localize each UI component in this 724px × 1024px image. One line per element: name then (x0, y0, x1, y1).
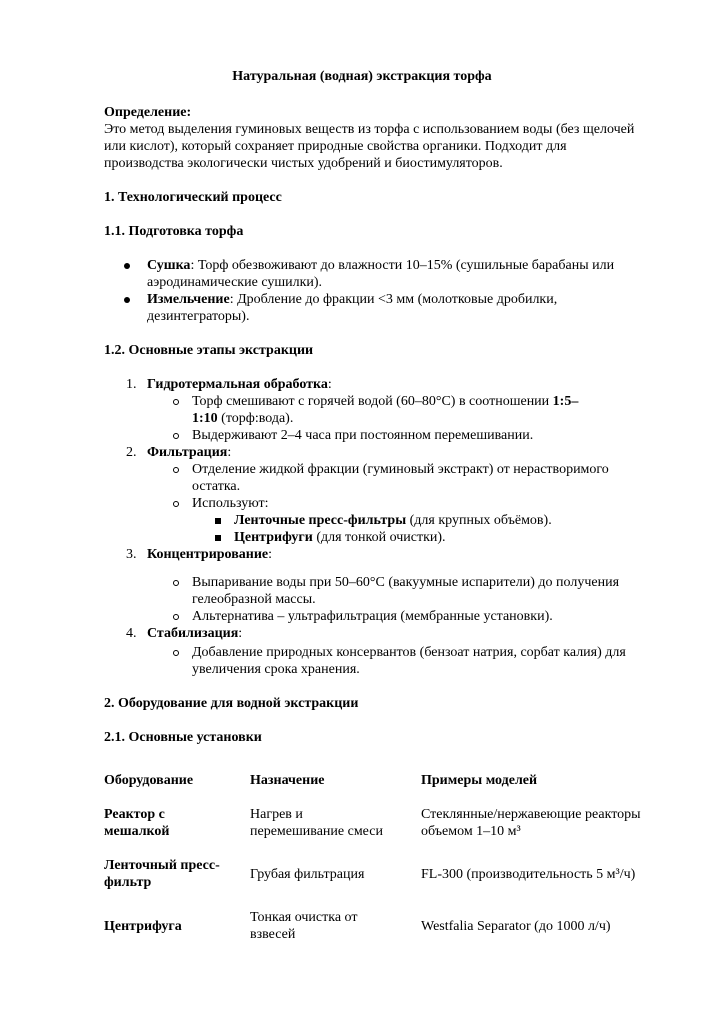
item-bold: Ленточные пресс-фильтры (234, 513, 407, 528)
section-heading: 1. Технологический процесс (104, 190, 282, 205)
definition-line: или кислот), который сохраняет природные свойства органики. Подходит для (104, 139, 567, 154)
item-bold: Центрифуги (234, 530, 313, 545)
list-item-continuation: гелеобразной массы. (192, 592, 316, 607)
item-text: Торф смешивают с горячей водой (60–80°C) в соотношении (192, 394, 553, 409)
step-label (147, 376, 332, 393)
step-number: 2. (126, 445, 137, 460)
definition-line: производства экологически чистых удобрений и биостимуляторов. (104, 156, 503, 171)
list-item: Добавление природных консервантов (бензоат натрия, сорбат калия) для (192, 645, 626, 660)
list-item (147, 291, 557, 308)
subsection-heading: 2.1. Основные установки (104, 730, 262, 745)
step-label-text: Концентрирование (147, 547, 269, 562)
table-header: Примеры моделей (421, 773, 538, 788)
item-bold: 1:5– (552, 394, 579, 409)
item-text: (для крупных объёмов). (406, 513, 552, 528)
list-item (192, 393, 578, 410)
list-item-continuation: аэродинамические сушилки). (147, 275, 323, 290)
definition-line: Это метод выделения гуминовых веществ из торфа с использованием воды (без щелочей (104, 122, 635, 137)
subsection-heading: 1.1. Подготовка торфа (104, 224, 244, 239)
list-item: Альтернатива – ультрафильтрация (мембранные установки). (192, 609, 553, 624)
table-header: Назначение (250, 773, 325, 788)
list-item-continuation: остатка. (192, 479, 241, 494)
table-cell: Реактор с (104, 807, 165, 822)
list-item: Используют: (192, 496, 269, 511)
table-cell: Тонкая очистка от (250, 910, 358, 925)
step-number: 1. (126, 377, 137, 392)
table-cell: Центрифуга (104, 919, 182, 934)
list-item-continuation: увеличения срока хранения. (192, 662, 360, 677)
step-label (147, 546, 272, 563)
list-item: Выпаривание воды при 50–60°C (вакуумные испарители) до получения (192, 575, 620, 590)
step-label-text: Гидротермальная обработка (147, 377, 328, 392)
bullet-icon (124, 297, 130, 303)
bullet-icon (124, 263, 130, 269)
table-cell: перемешивание смеси (250, 824, 383, 839)
step-label-text: Стабилизация (147, 626, 239, 641)
circle-bullet-icon (173, 614, 179, 620)
list-item (147, 257, 614, 274)
item-bold: 1:10 (192, 411, 218, 426)
square-bullet-icon (215, 518, 221, 524)
table-cell: Westfalia Separator (до 1000 л/ч) (421, 919, 611, 934)
table-cell: Стеклянные/нержавеющие реакторы (421, 807, 641, 822)
table-cell: мешалкой (104, 824, 170, 839)
step-colon: : (227, 445, 232, 460)
circle-bullet-icon (173, 399, 179, 405)
circle-bullet-icon (173, 580, 179, 586)
table-cell: Грубая фильтрация (250, 867, 365, 882)
item-term: Измельчение (147, 292, 230, 307)
page-title: Натуральная (водная) экстракция торфа (232, 69, 492, 84)
item-term: Сушка (147, 258, 191, 273)
step-colon: : (327, 377, 332, 392)
step-colon: : (268, 547, 273, 562)
circle-bullet-icon (173, 650, 179, 656)
circle-bullet-icon (173, 433, 179, 439)
step-number: 4. (126, 626, 137, 641)
list-item-continuation (192, 410, 293, 427)
list-item: Выдерживают 2–4 часа при постоянном перемешивании. (192, 428, 534, 443)
step-label-text: Фильтрация (147, 445, 228, 460)
section-heading: 2. Оборудование для водной экстракции (104, 696, 359, 711)
step-colon: : (238, 626, 243, 641)
table-cell: фильтр (104, 875, 152, 890)
table-cell: Ленточный пресс- (104, 858, 220, 873)
list-item (234, 512, 552, 529)
table-cell: взвесей (250, 927, 296, 942)
table-cell: объемом 1–10 м³ (421, 824, 521, 839)
square-bullet-icon (215, 535, 221, 541)
item-text: : Торф обезвоживают до влажности 10–15% (сушильные барабаны или (190, 258, 615, 273)
definition-heading: Определение: (104, 105, 192, 120)
list-item (234, 529, 446, 546)
item-text: (торф:вода). (217, 411, 294, 426)
list-item: Отделение жидкой фракции (гуминовый экстракт) от нерастворимого (192, 462, 609, 477)
step-number: 3. (126, 547, 137, 562)
circle-bullet-icon (173, 467, 179, 473)
item-text: : Дробление до фракции <3 мм (молотковые дробилки, (229, 292, 558, 307)
step-label (147, 625, 242, 642)
subsection-heading: 1.2. Основные этапы экстракции (104, 343, 314, 358)
table-cell: Нагрев и (250, 807, 303, 822)
item-text: (для тонкой очистки). (312, 530, 446, 545)
list-item-continuation: дезинтеграторы). (147, 309, 250, 324)
circle-bullet-icon (173, 501, 179, 507)
table-cell: FL-300 (производительность 5 м³/ч) (421, 867, 636, 882)
table-header: Оборудование (104, 773, 194, 788)
step-label (147, 444, 231, 461)
